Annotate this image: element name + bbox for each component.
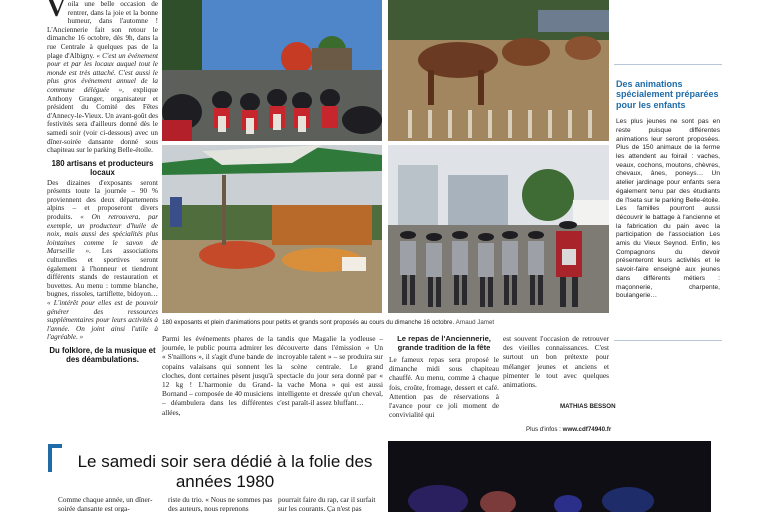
photo-folk-group <box>388 145 609 313</box>
bottom-text-2: riste du trio. « Nous ne sommes pas des auteurs, nous reprenons <box>168 495 273 512</box>
body-column-4: est souvent l'occasion de retrouver des vieilles connaissances. C'est surtout un bon prétexte pour mélanger jeunes et anciens et pimenter le tout avec quelques animations. <box>503 334 609 390</box>
section-title-repas: Le repas de l'Anciennerie, grande tradition de la fête <box>397 334 491 352</box>
author-signature: MATHIAS BESSON <box>560 403 616 410</box>
bottom-text-3: pourrait faire du rap, car il surfait sur les courants. Ça n'est pas <box>278 495 376 512</box>
artisans-paragraph: Des dizaines d'exposants seront présents toute la journée – 90 % proviennent des deux départements alpins – et proposeront divers produits. « On retrouvera, par exemple, un producteur d'huile de noix, mais aussi des spécialités plus lointaines comme le savon de Marseille ». Les associations culturelles et sportives seront également à l'honneur et tiendront différents stands de restauration et buvettes. Au menu : tomme blanche, bugnes, rissoles, tartiflette, bidoyon… « L'intérêt pour elles est de pouvoir générer des ressources supplémentaires pour leurs activités à l'année. On joint ainsi l'utile à l'agréable. » <box>47 178 158 342</box>
photo-cows <box>388 0 609 141</box>
left-column <box>47 0 158 438</box>
photo-evening-show <box>388 441 711 512</box>
headline-corner-mark <box>48 444 62 472</box>
info-link[interactable]: www.cdf74940.fr <box>562 426 612 433</box>
bottom-headline: Le samedi soir sera dédié à la folie des années 1980 <box>77 452 373 491</box>
photo-caption: 180 exposants et plein d'animations pour petits et grands sont proposés au cours du dimanche 16 octobre. Arnaud Jamet <box>162 319 495 326</box>
info-line: Plus d'infos : www.cdf74940.fr <box>526 426 612 433</box>
section-title-artisans: 180 artisans et producteurs locaux <box>51 158 154 177</box>
repas-paragraph: Le fameux repas sera proposé le dimanche midi sous chapiteau chauffé. Au menu, comme à chaque fois, croûte, fromage, dessert et café. Attention pas de réservations à l'avance pour ce joli moment de convivialité qui <box>389 355 499 420</box>
section-title-folklore: Du folklore, de la musique et des déambulations. <box>49 345 156 364</box>
intro-quote: « C'est un événement pour et par les locaux auquel tout le monde est très attaché. C'est aussi le plus gros événement annuel de la commune déléguée », <box>47 51 158 94</box>
intro-paragraph: Voila une belle occasion de rentrer, dans la joie et la bonne humeur, dans l'automne ! L'Anciennerie fait son retour le dimanche 16 octobre, dès 9h, dans la rue Centrale à quelques pas de la plage d'Albigny. « C'est un événement pour et par les locaux auquel tout le monde est très attaché. C'est aussi le plus gros événement annuel de la commune déléguée », explique Anthony Granger, organisateur et président du Comité des Fêtes d'Annecy-le-Vieux. Un avant-goût des festivités sera d'ailleurs donné dès le samedi soir (voir ci-dessous) avec un dîner-soirée dansante donné sous chapiteau sur le parking Belle-étoile. <box>47 0 158 155</box>
sidebar-title: Des animations spécialement préparées pour les enfants <box>616 79 719 110</box>
sidebar-text: Les plus jeunes ne sont pas en reste puisque différentes animations leur seront proposées. Plus de 150 animaux de la ferme les attendent au foirail : vaches, veaux, cochons, moutons, chèvres, chevaux, ânes, poneys… Un atelier jardinage pour enfants sera également tenu par des étudiants de l'Iseta sur le parking Belle-étoile. Les familles pourront aussi découvrir le battage à l'ancienne et la fabrication du pain avec la participation de l'association Les amis du Vieux Seynod. Enfin, les Compagnons du devoir présenteront leurs activités et le savoir-faire enseigné aux jeunes dans différents métiers : maçonnerie, charpente, boulangerie… <box>616 118 720 300</box>
photo-crowd-musicians <box>162 0 382 141</box>
sidebar-box <box>614 64 722 341</box>
body-column-1: Parmi les événements phares de la journée, le public pourra admirer les « S'naillons », il s'agit d'une bande de copains valaisans qui sonnent les cloches, dont certaines pèsent jusqu'à 12 kg ! L'harmonie du Grand-Bornand – composée de 40 musiciens – déambulera dans les différentes allées, <box>162 334 273 417</box>
photo-credit: Arnaud Jamet <box>455 319 495 326</box>
body-column-3 <box>389 334 499 419</box>
body-column-2: tandis que Magalie la yodleuse – découverte dans l'émission « Un incroyable talent » – se produira sur la scène centrale. Le grand spectacle du jour sera donné par « la vache Mona » qui est aussi intelligente et dressée qu'un cheval, c'est paraît-il assez bluffant… <box>277 334 383 408</box>
photo-market-stall <box>162 145 382 313</box>
bottom-text-1: Comme chaque année, un dîner-soirée dansante est orga- <box>58 495 153 512</box>
drop-cap: V <box>47 0 66 22</box>
